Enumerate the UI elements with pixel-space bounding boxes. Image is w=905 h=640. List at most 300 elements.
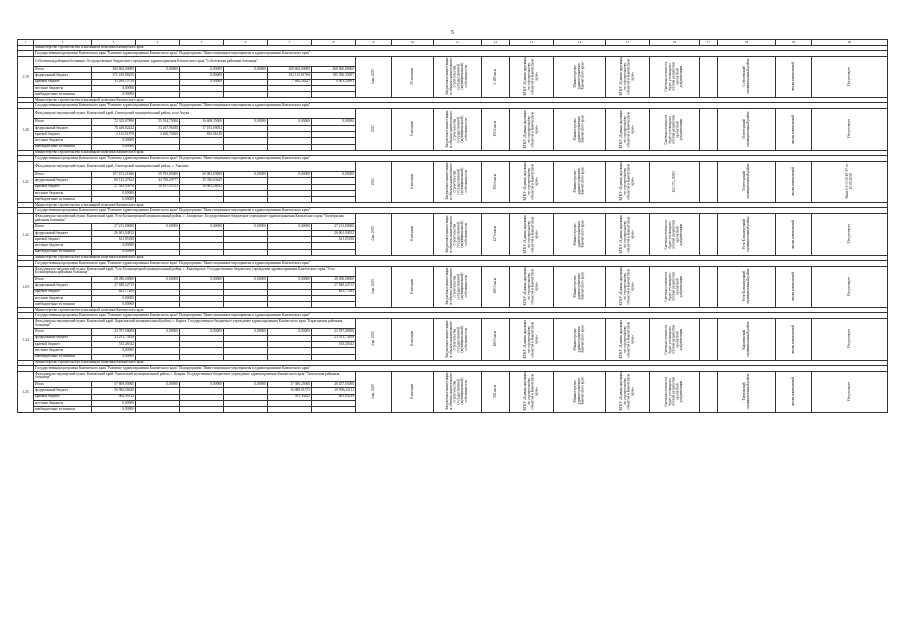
amount-cell: 16 981,20635 [180, 184, 224, 190]
amount-cell: 0,00000 [312, 171, 356, 177]
attribute-text: 180,5 кв.м [492, 278, 497, 295]
amount-cell: 535,26542 [312, 342, 356, 348]
attribute-text: Отсутствует [846, 224, 851, 244]
attribute-c20 [812, 319, 888, 360]
amount-cell: 55 534,75000 [136, 119, 180, 125]
attribute-text: Министерство здравоохранения Камчатского края [572, 377, 585, 405]
column-number: 18 [718, 40, 776, 46]
amount-cell: 27 213,00000 [312, 224, 356, 230]
attribute-c20 [812, 371, 888, 412]
amount-cell: 0,00000 [268, 329, 312, 335]
attribute-c12 [482, 109, 510, 150]
amount-cell: 0,00000 [92, 85, 136, 91]
amount-cell: 2 266,75820 [136, 132, 180, 138]
funding-source-label: федеральный бюджет [34, 388, 92, 394]
attribute-text: КГКУ «Единая дирекция по строительству объектов в Камчатском крае» [522, 267, 539, 306]
funding-source-label: федеральный бюджет [34, 125, 92, 131]
object-row [18, 371, 888, 381]
attribute-c12 [482, 319, 510, 360]
program-label: Государственная программа Камчатского края "Развитие здравоохранения Камчатского края" Подпрограмма "Инвестиционные мероприятия в здравоохранении Камчатского края" [34, 51, 888, 57]
amount-cell: 0,00000 [312, 119, 356, 125]
attribute-text: Усть-Большерецкий муниципальный район [741, 268, 750, 304]
amount-cell: 0,00000 [224, 119, 268, 125]
attribute-text: Бюджетные инвестиции в объекты капитального строительства государственной (муниципальной) собственности [445, 372, 469, 410]
attribute-c18 [718, 214, 776, 255]
column-number: 10 [392, 40, 434, 46]
attribute-c19 [776, 109, 812, 150]
row-number: 1.25 [18, 371, 34, 412]
attribute-text: 4 кв. 2025 [370, 383, 375, 399]
amount-cell: 70 449,82422 [92, 125, 136, 131]
column-number: 9 [356, 40, 392, 46]
amount-cell: 0,00000 [92, 354, 136, 360]
object-description: Фельдшерско-акушерский пункт. Камчатский край, Олюторский муниципальный район, с. Хаилино [34, 161, 356, 171]
amount-cell: 185 396,35007 [312, 73, 356, 79]
object-row [18, 214, 888, 224]
attribute-c11 [434, 371, 482, 412]
attribute-text: Министерство здравоохранения Камчатского края [572, 220, 585, 248]
row-number: 1.19 [18, 57, 34, 98]
program-label: Государственная программа Камчатского края "Развитие здравоохранения Камчатского края" Подпрограмма "Инвестиционные мероприятия в здравоохранении Камчатского края" [34, 155, 888, 161]
amount-cell: 0,00000 [224, 276, 268, 282]
attribute-text: 8 месяцев [409, 278, 414, 294]
column-number: 4 [136, 40, 180, 46]
attribute-text: 15 месяцев [409, 67, 414, 85]
attribute-text: Бюджетные инвестиции в объекты капитального строительства государственной (муниципальной) собственности [445, 215, 469, 253]
program-label: Государственная программа Камчатского края "Развитие здравоохранения Камчатского края" Подпрограмма "Инвестиционные мероприятия в здравоохранении Камчатского края" [34, 103, 888, 109]
amount-cell: 641,77285 [312, 289, 356, 295]
amount-cell [180, 407, 224, 413]
amount-cell: 611,05188 [312, 237, 356, 243]
amount-cell: 641,77285 [92, 289, 136, 295]
funding-source-label: краевой бюджет [34, 132, 92, 138]
attribute-text: Усть-Большерецкий муниципальный район [741, 216, 750, 252]
ministry-label: Министерство строительства и жилищной политики Камчатского края [34, 46, 888, 51]
amount-cell: 0,00000 [268, 276, 312, 282]
amount-cell: 0,00000 [180, 79, 224, 85]
amount-cell: 56 906,56640 [92, 388, 136, 394]
funding-source-label: местные бюджеты [34, 138, 92, 144]
funding-source-label: краевой бюджет [34, 342, 92, 348]
amount-cell: 53 267,96180 [136, 125, 180, 131]
amount-cell: 0,00000 [92, 400, 136, 406]
program-label: Государственная программа Камчатского края "Развитие здравоохранения Камчатского края" Подпрограмма "Инвестиционные мероприятия в здравоохранении Камчатского края" [34, 208, 888, 214]
funding-source-label: внебюджетные источники [34, 92, 92, 98]
attribute-c11 [434, 319, 482, 360]
funding-source-label: Итого [34, 224, 92, 230]
attribute-text: КГКУ «Единая дирекция по строительству объектов в Камчатском крае» [618, 267, 635, 306]
attribute-c17 [700, 214, 718, 255]
attribute-text: 4 кв. 2025 [370, 68, 375, 84]
amount-cell: 10 017,55723 [136, 184, 180, 190]
amount-cell: 28 490,00000 [312, 276, 356, 282]
funding-source-label: Итого [34, 119, 92, 125]
attribute-c12 [482, 161, 510, 202]
column-number: 19 [776, 40, 812, 46]
attribute-text: Бюджетные инвестиции в объекты капитального строительства государственной (муниципальной) собственности [445, 57, 469, 95]
funding-source-label: внебюджетные источники [34, 302, 92, 308]
column-number: 14 [554, 40, 606, 46]
amount-cell: 0,00000 [224, 224, 268, 230]
funding-source-label: местные бюджеты [34, 243, 92, 249]
attribute-c13 [510, 214, 554, 255]
attribute-c19 [776, 371, 812, 412]
attribute-text: 127,6 кв.м [492, 226, 497, 242]
row-number: 1.22 [18, 214, 34, 255]
attribute-c17 [700, 371, 718, 412]
attribute-text: 6 месяцев [409, 121, 414, 137]
attribute-text: Олюторский муниципальный район [741, 163, 750, 199]
attribute-c13 [510, 109, 554, 150]
column-number: 5 [180, 40, 224, 46]
attribute-c10 [392, 319, 434, 360]
amount-cell: 0,00000 [180, 67, 224, 73]
funding-source-label: Итого [34, 67, 92, 73]
attribute-c13 [510, 161, 554, 202]
amount-cell: 16 988,91375 [268, 388, 312, 394]
attribute-c17 [700, 319, 718, 360]
amount-cell: 268 000,00000 [312, 67, 356, 73]
amount-cell: 0,00000 [268, 119, 312, 125]
amount-cell: 17 181,69054 [180, 125, 224, 131]
funding-source-label: внебюджетные источники [34, 144, 92, 150]
amount-cell: 80 125,27422 [92, 178, 136, 184]
column-number: 2 [34, 40, 92, 46]
attribute-text: Министерство здравоохранения Камчатского края [572, 325, 585, 353]
funding-source-label: краевой бюджет [34, 394, 92, 400]
row-number: 1.23 [18, 266, 34, 307]
attribute-text: Отсутствует [846, 66, 851, 86]
funding-source-label: краевой бюджет [34, 289, 92, 295]
amount-cell: 19 996,25111 [312, 388, 356, 394]
attribute-c16 [650, 266, 700, 307]
amount-cell: 826,06146 [180, 132, 224, 138]
attribute-c17 [700, 57, 718, 98]
amount-cell: 2 125,61978 [92, 132, 136, 138]
attribute-c11 [434, 57, 482, 98]
amount-cell: 57 869,00000 [92, 381, 136, 387]
funding-source-label: краевой бюджет [34, 79, 92, 85]
attribute-text: КГКУ «Единая дирекция по строительству объектов в Камчатском крае» [522, 372, 539, 411]
amount-cell: 0,00000 [92, 243, 136, 249]
attribute-c20 [812, 109, 888, 150]
attribute-text: вновь начинаемый [790, 272, 795, 301]
attribute-c14 [554, 109, 606, 150]
funding-source-label: местные бюджеты [34, 400, 92, 406]
program-label: Государственная программа Камчатского края "Развитие здравоохранения Камчатского края" Подпрограмма "Инвестиционные мероприятия в здравоохранении Камчатского края" [34, 260, 888, 266]
attribute-text: Тигильский муниципальный район [741, 373, 750, 409]
object-row [18, 109, 888, 119]
attribute-text: Отсутствует [846, 381, 851, 401]
attribute-text: 192,6 кв.м [492, 121, 497, 137]
amount-cell: 23 251,73458 [92, 335, 136, 341]
attribute-text: КГКУ «Единая дирекция по строительству объектов в Камчатском крае» [618, 57, 635, 96]
attribute-text: 4 кв. 2025 [370, 278, 375, 294]
amount-cell: 23 787,00000 [92, 329, 136, 335]
funding-source-label: местные бюджеты [34, 348, 92, 354]
amount-cell: 27 848,22715 [312, 283, 356, 289]
amount-cell: 26 601,94812 [92, 230, 136, 236]
attribute-c10 [392, 161, 434, 202]
amount-cell: 27 213,00000 [92, 224, 136, 230]
attribute-text: Отсутствует [846, 119, 851, 139]
amount-cell: 0,00000 [224, 171, 268, 177]
object-row [18, 57, 888, 67]
amount-cell: 0,00000 [180, 73, 224, 79]
funding-source-label: Итого [34, 276, 92, 282]
column-number: 16 [650, 40, 700, 46]
funding-source-label: Итого [34, 329, 92, 335]
attribute-text: Отсутствует [846, 329, 851, 349]
attribute-c9 [356, 161, 392, 202]
attribute-c15 [606, 109, 650, 150]
attribute-c10 [392, 214, 434, 255]
attribute-c12 [482, 371, 510, 412]
attribute-text: Сметная стоимость будет уточнена по итогам разработки проектной документации [664, 323, 684, 354]
funding-source-label: федеральный бюджет [34, 335, 92, 341]
amount-cell: 0,00000 [180, 224, 224, 230]
amount-cell: 0,00000 [92, 249, 136, 255]
attribute-c18 [718, 57, 776, 98]
amount-cell [136, 407, 180, 413]
attribute-text: Бюджетные инвестиции в объекты капитального строительства государственной (муниципальной) собственности [445, 267, 469, 305]
column-number: 3 [92, 40, 136, 46]
amount-cell [312, 407, 356, 413]
attribute-text: КГКУ «Единая дирекция по строительству объектов в Камчатском крае» [618, 319, 635, 359]
attribute-text: 4 кв. 2025 [370, 331, 375, 347]
attribute-c9 [356, 109, 392, 150]
amount-cell: 72 325,07890 [92, 119, 136, 125]
column-number: 17 [700, 40, 718, 46]
amount-cell: 0,00000 [268, 224, 312, 230]
attribute-text: КГКУ «Единая дирекция по строительству объектов в Камчатском крае» [618, 109, 635, 149]
attribute-text: 2023 [370, 177, 375, 185]
amount-cell: 200 600,00000 [268, 67, 312, 73]
amount-cell: 384 600,00000 [92, 67, 136, 73]
attribute-text: Сметная стоимость будет уточнена по итогам разработки проектной документации [664, 61, 684, 92]
amount-cell: 0,00000 [136, 276, 180, 282]
attribute-c20 [812, 161, 888, 202]
column-number: 15 [606, 40, 650, 46]
attribute-c14 [554, 57, 606, 98]
amount-cell: 0,00000 [92, 197, 136, 203]
column-number: 12 [482, 40, 510, 46]
attribute-c19 [776, 214, 812, 255]
amount-cell: 13 289,15750 [92, 79, 136, 85]
object-row [18, 161, 888, 171]
attribute-text: вновь начинаемый [790, 62, 795, 91]
amount-cell: 59 783,85000 [136, 171, 180, 177]
attribute-c15 [606, 319, 650, 360]
object-description: Фельдшерско-акушерский пункт. Камчатский край, Усть-Большерецкий муниципальный район, с. Кавалерское. Государственное бюджетное учреждение здравоохранения Камчатского края "Усть-Большерецкая районная больница" [34, 266, 356, 276]
page-number: 5 [451, 30, 454, 36]
funding-source-label: краевой бюджет [34, 184, 92, 190]
attribute-text: Министерство здравоохранения Камчатского края [572, 62, 585, 90]
attribute-c18 [718, 319, 776, 360]
attribute-text: вновь начинаемый [790, 377, 795, 406]
ministry-label: Министерство строительства и жилищной политики Камчатского края [34, 255, 888, 260]
funding-source-label: местные бюджеты [34, 85, 92, 91]
attribute-c19 [776, 319, 812, 360]
attribute-text: 192,6 кв.м [492, 173, 497, 190]
attribute-c13 [510, 57, 554, 98]
attribute-text: Министерство здравоохранения Камчатского края [572, 272, 585, 300]
attribute-c15 [606, 266, 650, 307]
funding-source-label: внебюджетные источники [34, 354, 92, 360]
column-number: 20 [812, 40, 888, 46]
amount-cell: 7 884,38327 [268, 79, 312, 85]
object-description: Фельдшерско-акушерский пункт. Камчатский край, Усть-Большерецкий муниципальный район, с. Запорожье. Государственное бюджетное учреждение здравоохранения Камчатского края "Октябрьская районная больница" [34, 214, 356, 224]
attribute-c16 [650, 371, 700, 412]
funding-source-label: местные бюджеты [34, 295, 92, 301]
attribute-text: КГКУ «Единая дирекция по строительству объектов в Камчатском крае» [522, 214, 539, 254]
attribute-text: 102 373,35000 [671, 170, 676, 193]
ministry-label: Министерство строительства и жилищной политики Камчатского края [34, 308, 888, 313]
amount-cell [224, 407, 268, 413]
attribute-c19 [776, 161, 812, 202]
attribute-c14 [554, 371, 606, 412]
attribute-c13 [510, 319, 554, 360]
amount-cell: 50 983,83900 [180, 171, 224, 177]
attribute-c18 [718, 266, 776, 307]
attribute-c15 [606, 161, 650, 202]
amount-cell: 16 608,35000 [180, 119, 224, 125]
amount-cell: 391,33625 [268, 394, 312, 400]
column-number: 8 [312, 40, 356, 46]
amount-cell: 23 251,73458 [312, 335, 356, 341]
amount-cell: 611,05188 [92, 237, 136, 243]
amount-cell: 0,00000 [180, 329, 224, 335]
attribute-c19 [776, 57, 812, 98]
attribute-c13 [510, 266, 554, 307]
funding-source-label: внебюджетные источники [34, 407, 92, 413]
amount-cell: 0,00000 [92, 348, 136, 354]
column-number: 1 [18, 40, 34, 46]
amount-cell: 0,00000 [92, 407, 136, 413]
attribute-text: 8 месяцев [409, 331, 414, 347]
attribute-c16 [650, 319, 700, 360]
attribute-text: вновь начинаемый [790, 167, 795, 196]
attribute-text: КГКУ «Единая дирекция по строительству объектов в Камчатском крае» [618, 372, 635, 411]
attribute-text: КГКУ «Единая дирекция по строительству объектов в Камчатском крае» [522, 319, 539, 359]
funding-source-label: местные бюджеты [34, 190, 92, 196]
attribute-c10 [392, 266, 434, 307]
attribute-c9 [356, 57, 392, 98]
attribute-c13 [510, 371, 554, 412]
column-number: 13 [510, 40, 554, 46]
attribute-text: вновь начинаемый [790, 324, 795, 354]
amount-cell: 20 457,65000 [312, 381, 356, 387]
amount-cell: 461,03239 [312, 394, 356, 400]
attribute-c17 [700, 266, 718, 307]
amount-cell: 0,00000 [92, 302, 136, 308]
attribute-c19 [776, 266, 812, 307]
attribute-c12 [482, 57, 510, 98]
attribute-text: 180,5 кв.м [492, 330, 497, 347]
funding-source-label: Итого [34, 381, 92, 387]
attribute-text: вновь начинаемый [790, 114, 795, 144]
attribute-text: Бюджетные инвестиции в объекты капитального строительства государственной (муниципальной) собственности [445, 110, 469, 148]
object-description: Фельдшерско-акушерский пункт. Камчатский край, Олюторский муниципальный район, село Апука [34, 109, 356, 119]
attribute-c14 [554, 161, 606, 202]
attribute-c16 [650, 214, 700, 255]
amount-cell: 27 545,93978 [92, 184, 136, 190]
attribute-c14 [554, 214, 606, 255]
program-label: Государственная программа Камчатского края "Развитие здравоохранения Камчатского края" Подпрограмма "Инвестиционные мероприятия в здравоохранении Камчатского края" [34, 365, 888, 371]
attribute-text: Сметная стоимость будет уточнена по итогам разработки проектной документации [664, 218, 684, 249]
amount-cell: 0,00000 [136, 67, 180, 73]
object-row [18, 266, 888, 276]
amount-cell: 0,00000 [180, 276, 224, 282]
amount-cell: 0,00000 [136, 381, 180, 387]
attribute-text: 4 кв. 2025 [370, 226, 375, 242]
column-number: 11 [434, 40, 482, 46]
attribute-text: Министерство здравоохранения Камчатского края [572, 167, 585, 195]
amount-cell: 0,00000 [92, 92, 136, 98]
attribute-c9 [356, 371, 392, 412]
object-description: Фельдшерско-акушерский пункт. Камчатский край, Карагинский муниципальный район, с. Карага. Государственное бюджетное учреждение здравоохранения Камчатского края "Карагинская районная больница" [34, 319, 356, 329]
amount-cell: 0,00000 [268, 171, 312, 177]
attribute-c14 [554, 319, 606, 360]
amount-cell: 26 601,94812 [312, 230, 356, 236]
attribute-c9 [356, 266, 392, 307]
attribute-c11 [434, 161, 482, 202]
amount-cell [268, 407, 312, 413]
attribute-c20 [812, 266, 888, 307]
attribute-c11 [434, 109, 482, 150]
attribute-c20 [812, 57, 888, 98]
attribute-c18 [718, 161, 776, 202]
attribute-text: 2 180 кв.м [492, 68, 497, 85]
amount-cell: 17 380,25000 [268, 381, 312, 387]
table-body [18, 40, 888, 413]
attribute-c15 [606, 214, 650, 255]
amount-cell: 28 490,00000 [92, 276, 136, 282]
funding-source-label: федеральный бюджет [34, 73, 92, 79]
row-number: 1.21 [18, 161, 34, 202]
investment-table [17, 39, 888, 413]
attribute-text: Отсутствует [846, 276, 851, 296]
funding-source-label: внебюджетные источники [34, 197, 92, 203]
attribute-text: КГКУ «Единая дирекция по строительству объектов в Камчатском крае» [522, 57, 539, 96]
column-number: 6 [224, 40, 268, 46]
attribute-c11 [434, 266, 482, 307]
amount-cell: 0,00000 [92, 190, 136, 196]
attribute-c18 [718, 109, 776, 150]
attribute-text: КГКУ «Единая дирекция по строительству объектов в Камчатском крае» [618, 162, 635, 201]
attribute-c16 [650, 109, 700, 150]
funding-source-label: федеральный бюджет [34, 283, 92, 289]
attribute-text: Сметная стоимость будет уточнена по итогам разработки проектной документации [664, 114, 684, 144]
amount-cell: 962,50132 [92, 394, 136, 400]
attribute-c9 [356, 319, 392, 360]
attribute-c15 [606, 57, 650, 98]
attribute-text: Бюджетные инвестиции в объекты капитального строительства государственной (муниципальной) собственности [445, 320, 469, 358]
amount-cell: 0,00000 [180, 381, 224, 387]
attribute-c17 [700, 109, 718, 150]
amount-cell: 0,00000 [224, 67, 268, 73]
funding-source-label: федеральный бюджет [34, 230, 92, 236]
attribute-c14 [554, 266, 606, 307]
row-number: 1.24 [18, 319, 34, 360]
attribute-c10 [392, 109, 434, 150]
ministry-label: Министерство строительства и жилищной политики Камчатского края [34, 360, 888, 365]
amount-cell: 0,00000 [136, 329, 180, 335]
attribute-text: Ннш-1-1-3-30.10-17 от 25.05.2018 [844, 164, 853, 199]
amount-cell: 0,00000 [92, 144, 136, 150]
attribute-c10 [392, 371, 434, 412]
funding-source-label: Итого [34, 171, 92, 177]
